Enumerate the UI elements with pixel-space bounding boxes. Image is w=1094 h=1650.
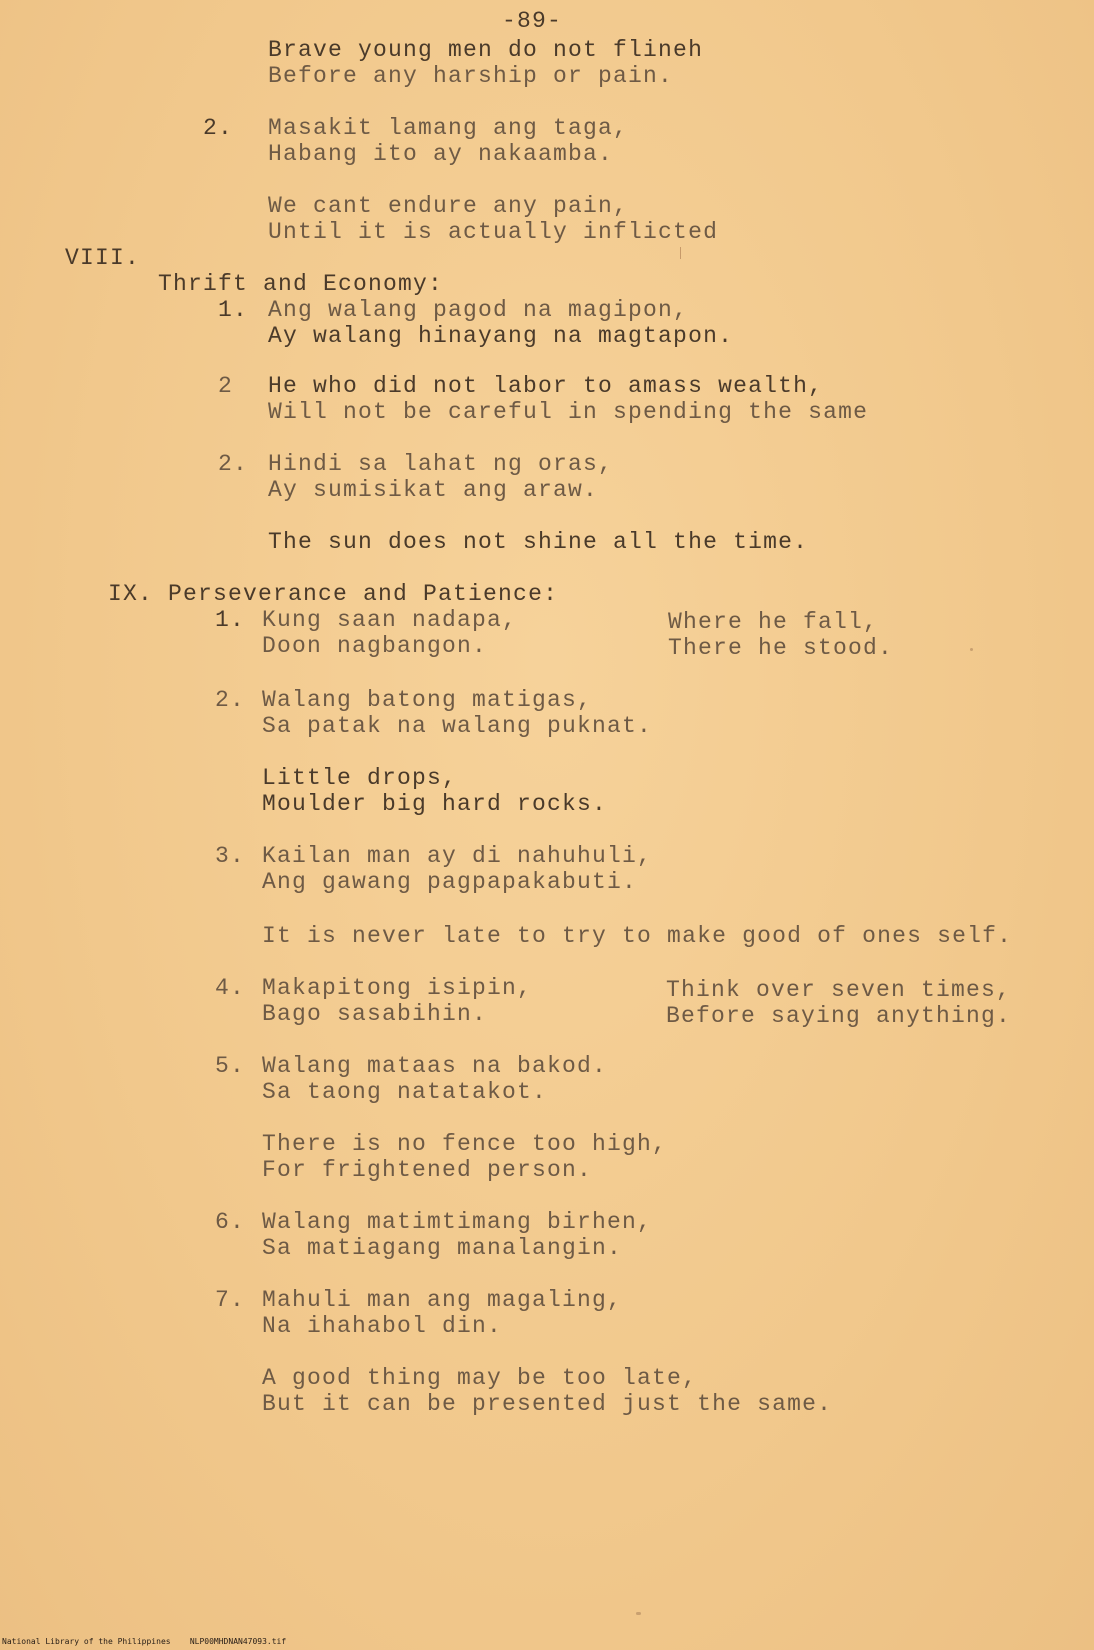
text-line: Before any harship or pain. <box>268 63 674 89</box>
text-line: Doon nagbangon. <box>262 633 488 659</box>
text-line: We cant endure any pain, <box>268 193 629 219</box>
text-line: He who did not labor to amass wealth, <box>268 373 824 399</box>
text-line: Moulder big hard rocks. <box>262 791 608 817</box>
text-line: Brave young men do not flineh <box>268 37 704 63</box>
section-numeral: VIII. <box>65 245 141 271</box>
text-line: Walang batong matigas, <box>262 687 593 713</box>
text-line: Bago sasabihin. <box>262 1001 488 1027</box>
item-number: 3. <box>215 843 246 869</box>
translation-line: Think over seven times, <box>666 977 1012 1003</box>
text-line: Walang mataas na bakod. <box>262 1053 608 1079</box>
text-line: Sa matiagang manalangin. <box>262 1235 623 1261</box>
item-number: 4. <box>215 975 246 1001</box>
text-line: Na ihahabol din. <box>262 1313 503 1339</box>
text-line: Sa patak na walang puknat. <box>262 713 653 739</box>
translation-line: Before saying anything. <box>666 1003 1012 1029</box>
speck-mark <box>970 648 973 651</box>
text-line: Walang matimtimang birhen, <box>262 1209 653 1235</box>
item-number: 2 <box>218 373 234 399</box>
text-line: Ang walang pagod na magipon, <box>268 297 689 323</box>
text-line: Ay walang hinayang na magtapon. <box>268 323 734 349</box>
item-number: 5. <box>215 1053 246 1079</box>
translation-line: There he stood. <box>668 635 894 661</box>
item-number: 1. <box>218 297 249 323</box>
text-line: Makapitong isipin, <box>262 975 533 1001</box>
text-line: Until it is actually inflicted <box>268 219 719 245</box>
text-line: There is no fence too high, <box>262 1131 668 1157</box>
item-number: 2. <box>218 451 249 477</box>
text-line: The sun does not shine all the time. <box>268 529 809 555</box>
margin-mark <box>680 247 681 259</box>
text-line: Sa taong natatakot. <box>262 1079 548 1105</box>
archive-footer <box>2 1637 286 1646</box>
text-line: Hindi sa lahat ng oras, <box>268 451 614 477</box>
text-line: Masakit lamang ang taga, <box>268 115 629 141</box>
section-heading: Thrift and Economy: <box>158 271 444 297</box>
text-line: Little drops, <box>262 765 458 791</box>
item-number: 2. <box>203 115 234 141</box>
item-number: 6. <box>215 1209 246 1235</box>
page-number: -89- <box>502 8 563 34</box>
text-line: For frightened person. <box>262 1157 593 1183</box>
footer-file: NLP00MHDNAN47093.tif <box>189 1637 287 1646</box>
item-number: 2. <box>215 687 246 713</box>
text-line: But it can be presented just the same. <box>262 1391 833 1417</box>
text-line: Will not be careful in spending the same <box>268 399 869 425</box>
text-line: Ay sumisikat ang araw. <box>268 477 599 503</box>
text-line: Habang ito ay nakaamba. <box>268 141 614 167</box>
text-line: Ang gawang pagpapakabuti. <box>262 869 638 895</box>
text-line: It is never late to try to make good of ones self. <box>262 923 1013 949</box>
text-line: Mahuli man ang magaling, <box>262 1287 623 1313</box>
text-line: Kailan man ay di nahuhuli, <box>262 843 653 869</box>
section-heading: IX. Perseverance and Patience: <box>108 581 559 607</box>
text-line: Kung saan nadapa, <box>262 607 518 633</box>
item-number: 1. <box>215 607 246 633</box>
footer-source: National Library of the Philippines <box>2 1637 171 1646</box>
item-number: 7. <box>215 1287 246 1313</box>
translation-line: Where he fall, <box>668 609 879 635</box>
speck-mark <box>636 1612 641 1615</box>
text-line: A good thing may be too late, <box>262 1365 698 1391</box>
